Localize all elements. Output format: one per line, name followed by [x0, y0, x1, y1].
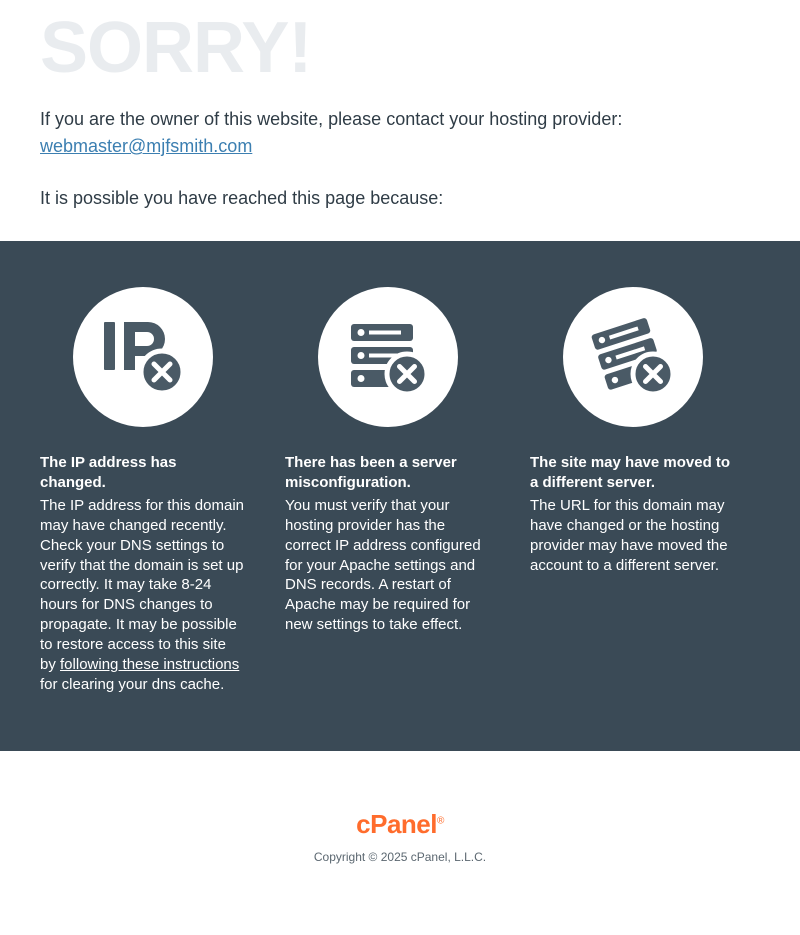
server-error-icon [345, 318, 431, 396]
icon-circle [318, 287, 458, 427]
server-moved-icon [590, 318, 676, 396]
reason-heading: The IP address has changed. [40, 454, 177, 492]
reason-column-ip-changed [40, 287, 245, 695]
page-title: SORRY! [40, 8, 312, 88]
reason-body: You must verify that your hosting provider has the correct IP address configured for your Apache settings and DNS records. A restart of Apache may be required for new settings to take effect. [285, 496, 481, 634]
reason-body-part-1: The IP address for this domain may have changed recently. Check your DNS settings to verify that the domain is set up correctly. It may take 8-24 hours for DNS changes to propagate. It may be possible to restore access to this site by [40, 496, 244, 674]
icon-circle [73, 287, 213, 427]
reason-body [40, 496, 245, 695]
reason-icon-wrap [285, 287, 490, 427]
cpanel-logo [356, 809, 444, 840]
dns-cache-instructions-link[interactable]: following these instructions [60, 656, 240, 674]
owner-notice-text: If you are the owner of this website, please contact your hosting provider: [40, 109, 623, 129]
hosting-provider-email-link[interactable]: webmaster@mjfsmith.com [40, 136, 253, 157]
reason-icon-wrap [530, 287, 735, 427]
copyright-text: Copyright © 2025 cPanel, L.L.C. [313, 850, 487, 865]
page-footer [0, 751, 800, 884]
reason-heading: There has been a server misconfiguration. [285, 454, 457, 492]
ip-address-error-icon [100, 318, 186, 396]
error-header-section [0, 0, 800, 241]
reason-icon-wrap [40, 287, 245, 427]
cpanel-logo-text: cPanel [356, 809, 437, 840]
header-spacer [40, 211, 760, 241]
reason-body-part-2: for clearing your dns cache. [40, 676, 225, 694]
reasons-columns [40, 287, 760, 695]
registered-trademark-icon: ® [436, 815, 444, 827]
reason-column-site-moved [530, 287, 735, 695]
reason-intro-text: It is possible you have reached this page because: [40, 188, 444, 209]
reasons-band [0, 241, 800, 751]
reason-heading: The site may have moved to a different server. [530, 454, 731, 492]
icon-circle [563, 287, 703, 427]
reason-body: The URL for this domain may have changed or the hosting provider may have moved the account to a different server. [530, 496, 728, 574]
reason-column-server-misconfiguration [285, 287, 490, 695]
